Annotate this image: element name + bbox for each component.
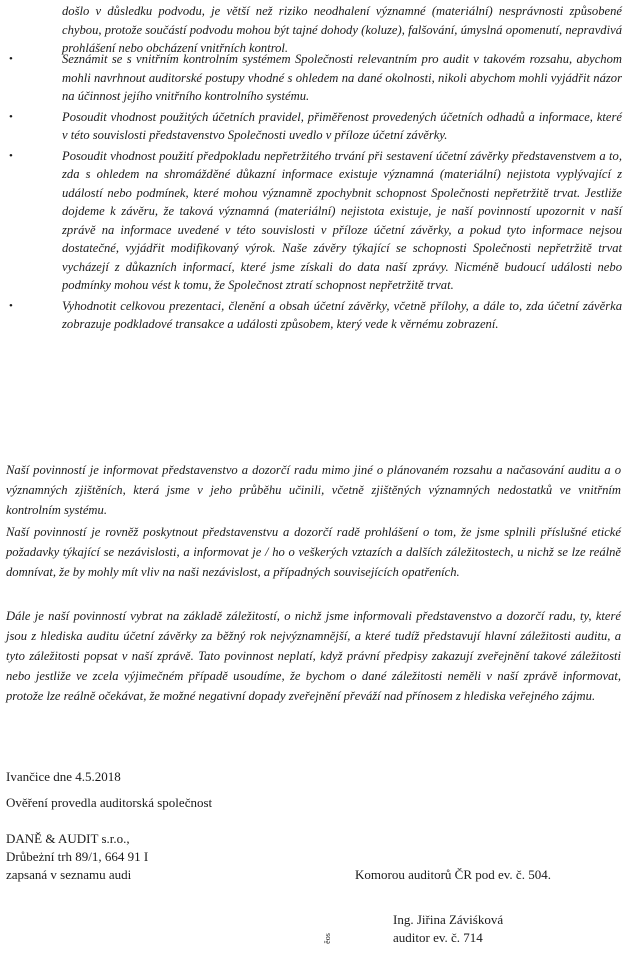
bullet-item (9, 297, 622, 334)
registered-right: Komorou auditorů ČR pod ev. č. 504. (355, 867, 551, 882)
place-date: Ivančice dne 4.5.2018 (6, 769, 121, 784)
bullet-text: Posoudit vhodnost použitých účetních pravidel, přiměřenost provedených účetních odhadů a informace, které v této souvislosti představenstvo Společnosti uvedlo v příloze účetní závěrky. (62, 109, 622, 142)
bullet-text: Seznámit se s vnitřním kontrolním systémem Společnosti relevantním pro audit v takovém rozsahu, abychom mohli navrhnout auditorské postupy vhodné s ohledem na dané okolnosti, nikoli abychom mohli vyjádřit názor na účinnost jejího vnitřního kontrolního systému. (62, 52, 622, 103)
bullet-text: Posoudit vhodnost použití předpokladu nepřetržitého trvání při sestavení účetní závěrky představenstvem a to, zda s ohledem na shromážděné důkazní informace existuje významná (materiální) nejistota vyplývající z událostí nebo podmínek, které mohou významně zpochybnit schopnost Společnosti nepřetržitě trvat. Jestliže dojdeme k závěru, že taková významná (materiální) nejistota existuje, je naší povinností upozornit v naší zprávě na informace uvedené v této souvislosti v příloze účetní závěrky, a pokud tyto informace nejsou dostatečné, vyjádřit modifikovaný výrok. Naše závěry týkající se schopnosti Společnosti nepřetržitě trvat vycházejí z důkazních informací, které jsme získali do data naší zprávy. Nicméně budoucí události nebo podmínky mohou vést k tomu, že Společnost ztratí schopnost nepřetržitě trvat. (62, 148, 622, 292)
registered-left: zapsaná v seznamu audi (6, 867, 132, 882)
stamp-fragment: ěos (322, 933, 332, 944)
bullet-dot-icon: • (9, 149, 13, 162)
bullet-item (9, 108, 622, 145)
paragraph-duty-inform: Naší povinností je informovat představenstvo a dozorčí radu mimo jiné o plánovaném rozsahu a načasování auditu a o významných zjištěních, která jsme v jeho průběhu učinili, včetně zjištěných významných nedostatků ve vnitřním kontrolním systému. (6, 463, 621, 517)
auditor-name: Ing. Jiřina Záviśková (393, 912, 504, 927)
bullet-dot-icon: • (9, 299, 13, 312)
bullet-dot-icon: • (9, 110, 13, 123)
bullet-text: Vyhodnotit celkovou prezentaci, členění a obsah účetní závěrky, včetně přílohy, a dále to, zda účetní závěrka zobrazuje podkladové transakce a události způsobem, který vede k věrnému zobrazení. (62, 298, 622, 331)
auditor-signature-block (393, 911, 503, 947)
auditor-registration: auditor ev. č. 714 (393, 930, 483, 945)
paragraph-key-matters: Dále je naší povinností vybrat na základě záležitostí, o nichž jsme informovali představenstvo a dozorčí radu, ty, které jsou z hlediska auditu účetní závěrky za běžný rok nejvýznamnější, a které tudíž představují hlavní záležitosti auditu, a tyto záležitosti popsat v naší zprávě. Tato povinnost neplatí, když právní předpisy zakazují zveřejnění takové záležitosti nebo jestliže ve zcela výjimečném případě usoudíme, že bychom o dané záležitosti neměli v naší zprávě informovat, protože lze reálně očekávat, že možné negativní dopady zveřejnění převáží nad přínosem z hlediska veřejného zájmu. (6, 609, 621, 703)
company-address: Drůbeżní trh 89/1, 664 91 I (6, 849, 149, 864)
bullet-list (0, 50, 625, 336)
company-name: DANĚ & AUDIT s.r.o., (6, 831, 130, 846)
bullet-dot-icon: • (9, 53, 13, 65)
bullet-item (9, 147, 622, 295)
continued-paragraph: došlo v důsledku podvodu, je větší než riziko neodhalení významné (materiální) nesprávnosti způsobené chybou, protože součástí podvodu mohou být tajné dohody (koluze), falšování, úmyslná opomenutí, nepravdivá prohlášení nebo obcházení vnitřních kontrol. (62, 4, 622, 55)
bullet-item (9, 50, 622, 106)
paragraph-independence: Naší povinností je rovněž poskytnout představenstvu a dozorčí radě prohlášení o tom, že jsme splnili příslušné etické požadavky týkající se nezávislosti, a informovat je / ho o veškerých vztazích a dalších záležitostech, u nichž se lze reálně domnívat, že by mohly mít vliv na naši nezávislost, a případných souvisejících opatřeních. (6, 525, 621, 579)
verified-by: Ověření provedla auditorská společnost (6, 795, 213, 810)
